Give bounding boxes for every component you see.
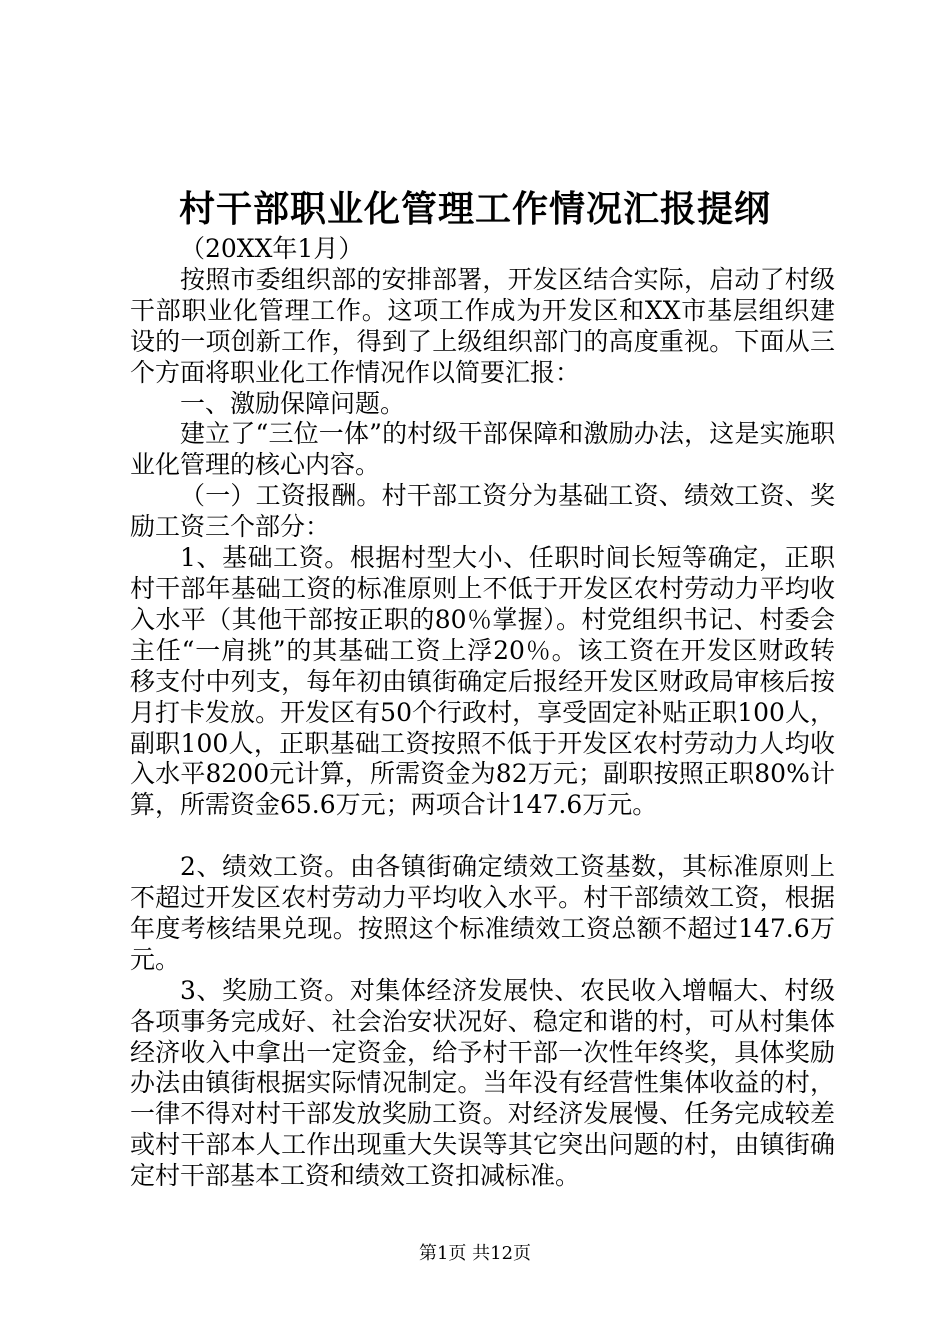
document-body [130, 234, 835, 1192]
date-line: （20XX年1月） [180, 234, 364, 263]
performance-salary-paragraph: 2、绩效工资。由各镇街确定绩效工资基数，其标准原则上不超过开发区农村劳动力平均收入水平。村干部绩效工资，根据年度考核结果兑现。按照这个标准绩效工资总额不超过147.6万元。 [130, 852, 835, 974]
subsection-heading: （一）工资报酬。村干部工资分为基础工资、绩效工资、奖励工资三个部分： [130, 481, 835, 542]
bonus-salary-paragraph: 3、奖励工资。对集体经济发展快、农民收入增幅大、村级各项事务完成好、社会治安状况好、稳定和谐的村，可从村集体经济收入中拿出一定资金，给予村干部一次性年终奖，具体奖励办法由镇街根据实际情况制定。当年没有经营性集体收益的村，一律不得对村干部发放奖励工资。对经济发展慢、任务完成较差或村干部本人工作出现重大失误等其它突出问题的村，由镇街确定村干部基本工资和绩效工资扣减标准。 [130, 975, 835, 1191]
page-footer: 第1页 共12页 [418, 1243, 532, 1264]
base-salary-paragraph: 1、基础工资。根据村型大小、任职时间长短等确定，正职村干部年基础工资的标准原则上不低于开发区农村劳动力平均收入水平（其他干部按正职的80％掌握）。村党组织书记、村委会主任“一肩挑”的其基础工资上浮20％。该工资在开发区财政转移支付中列支，每年初由镇街确定后报经开发区财政局审核后按月打卡发放。开发区有50个行政村，享受固定补贴正职100人，副职100人，正职基础工资按照不低于开发区农村劳动力人均收入水平8200元计算，所需资金为82万元；副职按照正职80%计算，所需资金65.6万元；两项合计147.6万元。 [130, 543, 835, 820]
section-heading: 一、激励保障问题。 [180, 388, 406, 418]
section-summary-paragraph: 建立了“三位一体”的村级干部保障和激励办法，这是实施职业化管理的核心内容。 [130, 419, 835, 480]
intro-paragraph: 按照市委组织部的安排部署，开发区结合实际，启动了村级干部职业化管理工作。这项工作成为开发区和XX市基层组织建设的一项创新工作，得到了上级组织部门的高度重视。下面从三个方面将职业化工作情况作以简要汇报： [130, 264, 835, 387]
page-title: 村干部职业化管理工作情况汇报提纲 [178, 188, 771, 230]
